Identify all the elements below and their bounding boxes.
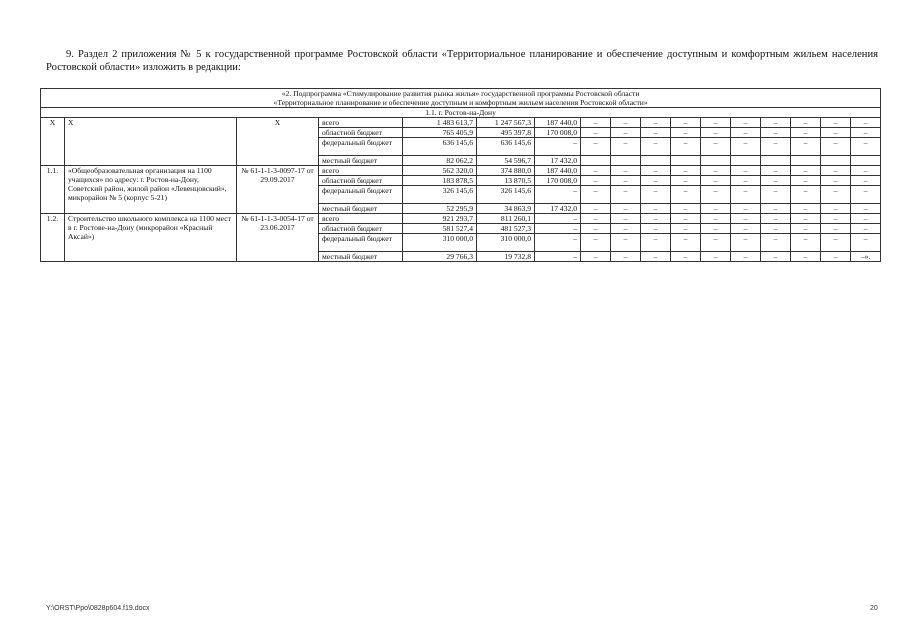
empty-cell: – (671, 186, 701, 204)
footer-file-path: Y:\ORST\Ppo\0828p604.f19.docx (46, 605, 150, 612)
empty-cell: – (701, 224, 731, 234)
funding-source: областной бюджет (319, 128, 403, 138)
value-v2: 636 145,6 (477, 138, 535, 156)
empty-cell: – (851, 166, 881, 176)
empty-cell: – (731, 252, 761, 262)
empty-cell: – (611, 176, 641, 186)
empty-cell: – (791, 166, 821, 176)
empty-cell (671, 156, 701, 166)
empty-cell (581, 156, 611, 166)
empty-cell: – (671, 214, 701, 224)
value-v2: 13 870,5 (477, 176, 535, 186)
empty-cell: – (791, 138, 821, 156)
empty-cell: – (671, 224, 701, 234)
empty-cell: – (821, 234, 851, 252)
value-v1: 52 295,9 (403, 204, 477, 214)
value-v2: 310 000,0 (477, 234, 535, 252)
empty-cell: –». (851, 252, 881, 262)
empty-cell (701, 156, 731, 166)
empty-cell: – (581, 234, 611, 252)
value-v1: 183 878,5 (403, 176, 477, 186)
empty-cell: – (671, 128, 701, 138)
empty-cell: – (701, 138, 731, 156)
empty-cell: – (701, 186, 731, 204)
empty-cell: – (821, 224, 851, 234)
empty-cell: – (641, 214, 671, 224)
empty-cell: – (581, 214, 611, 224)
header-line-2: «Территориальное планирование и обеспечение доступным и комфортным жильем населения Ростовской области» (273, 98, 648, 107)
funding-source: областной бюджет (319, 176, 403, 186)
value-v3: – (535, 214, 581, 224)
item-number: 1.1. (41, 166, 65, 214)
empty-cell (761, 156, 791, 166)
empty-cell: – (761, 176, 791, 186)
empty-cell: – (581, 224, 611, 234)
empty-cell: – (611, 166, 641, 176)
funding-source: федеральный бюджет (319, 234, 403, 252)
funding-source: всего (319, 214, 403, 224)
empty-cell: – (761, 252, 791, 262)
empty-cell: – (791, 186, 821, 204)
empty-cell: – (581, 128, 611, 138)
empty-cell: – (821, 166, 851, 176)
empty-cell: – (701, 252, 731, 262)
empty-cell: – (701, 176, 731, 186)
item-number: Х (41, 118, 65, 166)
empty-cell: – (761, 128, 791, 138)
empty-cell: – (791, 214, 821, 224)
empty-cell (611, 156, 641, 166)
empty-cell: – (701, 204, 731, 214)
empty-cell: – (641, 166, 671, 176)
value-v2: 19 732,8 (477, 252, 535, 262)
empty-cell: – (701, 128, 731, 138)
empty-cell: – (821, 176, 851, 186)
empty-cell: – (701, 234, 731, 252)
empty-cell: – (611, 186, 641, 204)
footer-page-number: 20 (870, 605, 878, 612)
empty-cell: – (731, 118, 761, 128)
program-table (40, 88, 881, 262)
value-v3: – (535, 224, 581, 234)
empty-cell: – (581, 118, 611, 128)
empty-cell: – (611, 234, 641, 252)
value-v2: 54 596,7 (477, 156, 535, 166)
empty-cell: – (821, 214, 851, 224)
intro-text: 9. Раздел 2 приложения № 5 к государственной программе Ростовской области «Территориальное планирование и обеспечение доступным и комфортным жильем населения Ростовской области» изложить в редакции: (46, 49, 878, 73)
section-title: 1.1. г. Ростов-на-Дону (41, 108, 881, 118)
empty-cell: – (581, 252, 611, 262)
empty-cell: – (641, 234, 671, 252)
empty-cell: – (641, 186, 671, 204)
empty-cell: – (581, 204, 611, 214)
empty-cell: – (611, 138, 641, 156)
empty-cell: – (761, 186, 791, 204)
empty-cell: – (641, 138, 671, 156)
empty-cell: – (791, 176, 821, 186)
table-header (41, 89, 881, 108)
empty-cell: – (791, 204, 821, 214)
empty-cell: – (641, 128, 671, 138)
value-v2: 326 145,6 (477, 186, 535, 204)
item-number: 1.2. (41, 214, 65, 262)
empty-cell: – (731, 214, 761, 224)
value-v3: 17 432,0 (535, 156, 581, 166)
empty-cell: – (611, 214, 641, 224)
empty-cell: – (821, 138, 851, 156)
empty-cell: – (581, 176, 611, 186)
empty-cell: – (761, 138, 791, 156)
empty-cell: – (731, 176, 761, 186)
value-v2: 34 863,9 (477, 204, 535, 214)
empty-cell: – (641, 204, 671, 214)
empty-cell: – (761, 214, 791, 224)
value-v1: 1 483 613,7 (403, 118, 477, 128)
empty-cell: – (821, 128, 851, 138)
value-v3: – (535, 138, 581, 156)
value-v3: – (535, 252, 581, 262)
value-v3: 187 440,0 (535, 166, 581, 176)
empty-cell: – (761, 118, 791, 128)
value-v1: 765 405,9 (403, 128, 477, 138)
empty-cell: – (641, 118, 671, 128)
empty-cell: – (851, 204, 881, 214)
item-document: Х (237, 118, 319, 166)
funding-source: всего (319, 166, 403, 176)
table-header-row (41, 89, 881, 108)
item-document: № 61-1-1-3-0054-17 от 23.06.2017 (237, 214, 319, 262)
empty-cell: – (731, 128, 761, 138)
empty-cell (851, 156, 881, 166)
empty-cell: – (701, 118, 731, 128)
value-v3: 170 008,0 (535, 128, 581, 138)
empty-cell: – (761, 166, 791, 176)
value-v1: 921 293,7 (403, 214, 477, 224)
empty-cell: – (791, 234, 821, 252)
empty-cell: – (731, 166, 761, 176)
empty-cell: – (641, 176, 671, 186)
empty-cell (731, 156, 761, 166)
empty-cell: – (701, 166, 731, 176)
empty-cell: – (611, 252, 641, 262)
empty-cell (821, 156, 851, 166)
empty-cell: – (731, 234, 761, 252)
item-name: Х (65, 118, 237, 166)
empty-cell: – (731, 224, 761, 234)
empty-cell: – (791, 118, 821, 128)
item-name: «Общеобразовательная организация на 1100 учащихся» по адресу: г. Ростов-на-Дону, Советский район, жилой район «Левенцовский», микрорайон № 5 (корпус 5-21) (65, 166, 237, 214)
value-v2: 811 260,1 (477, 214, 535, 224)
empty-cell: – (671, 252, 701, 262)
funding-source: областной бюджет (319, 224, 403, 234)
empty-cell: – (791, 252, 821, 262)
item-document: № 61-1-1-3-0097-17 от 29.09.2017 (237, 166, 319, 214)
empty-cell: – (851, 234, 881, 252)
value-v1: 29 766,3 (403, 252, 477, 262)
empty-cell: – (581, 166, 611, 176)
empty-cell: – (851, 138, 881, 156)
empty-cell: – (611, 128, 641, 138)
empty-cell: – (761, 234, 791, 252)
funding-source: местный бюджет (319, 156, 403, 166)
empty-cell: – (671, 176, 701, 186)
table-row (41, 166, 881, 176)
empty-cell: – (671, 138, 701, 156)
empty-cell: – (641, 224, 671, 234)
value-v2: 1 247 567,3 (477, 118, 535, 128)
empty-cell: – (731, 204, 761, 214)
empty-cell: – (671, 204, 701, 214)
empty-cell: – (761, 224, 791, 234)
funding-source: федеральный бюджет (319, 186, 403, 204)
empty-cell: – (851, 176, 881, 186)
empty-cell: – (851, 128, 881, 138)
value-v1: 82 062,2 (403, 156, 477, 166)
table-row (41, 214, 881, 224)
empty-cell (641, 156, 671, 166)
empty-cell: – (611, 118, 641, 128)
empty-cell: – (851, 214, 881, 224)
empty-cell: – (791, 128, 821, 138)
empty-cell: – (581, 186, 611, 204)
header-line-1: «2. Подпрограмма «Стимулирование развития рынка жилья» государственной программы Ростовской области (281, 89, 640, 98)
empty-cell: – (641, 252, 671, 262)
table-row (41, 118, 881, 128)
empty-cell: – (671, 234, 701, 252)
value-v1: 636 145,6 (403, 138, 477, 156)
intro-paragraph (46, 48, 878, 74)
value-v2: 495 397,8 (477, 128, 535, 138)
empty-cell: – (851, 186, 881, 204)
empty-cell: – (851, 118, 881, 128)
value-v2: 481 527,3 (477, 224, 535, 234)
empty-cell: – (581, 138, 611, 156)
value-v3: 170 008,0 (535, 176, 581, 186)
empty-cell: – (611, 224, 641, 234)
value-v3: – (535, 234, 581, 252)
value-v1: 562 320,0 (403, 166, 477, 176)
empty-cell: – (791, 224, 821, 234)
empty-cell: – (761, 204, 791, 214)
empty-cell: – (701, 214, 731, 224)
funding-source: местный бюджет (319, 204, 403, 214)
empty-cell: – (851, 224, 881, 234)
value-v3: – (535, 186, 581, 204)
funding-source: федеральный бюджет (319, 138, 403, 156)
value-v1: 326 145,6 (403, 186, 477, 204)
value-v3: 17 432,0 (535, 204, 581, 214)
empty-cell: – (731, 138, 761, 156)
item-name: Строительство школьного комплекса на 1100 мест в г. Ростове-на-Дону (микрорайон «Красный Аксай») (65, 214, 237, 262)
empty-cell: – (611, 204, 641, 214)
empty-cell: – (731, 186, 761, 204)
empty-cell: – (821, 204, 851, 214)
empty-cell: – (671, 166, 701, 176)
empty-cell: – (821, 252, 851, 262)
value-v3: 187 440,0 (535, 118, 581, 128)
section-row (41, 108, 881, 118)
empty-cell: – (821, 118, 851, 128)
empty-cell: – (821, 186, 851, 204)
value-v2: 374 880,0 (477, 166, 535, 176)
value-v1: 310 000,0 (403, 234, 477, 252)
funding-source: всего (319, 118, 403, 128)
funding-source: местный бюджет (319, 252, 403, 262)
empty-cell (791, 156, 821, 166)
value-v1: 581 527,4 (403, 224, 477, 234)
empty-cell: – (671, 118, 701, 128)
